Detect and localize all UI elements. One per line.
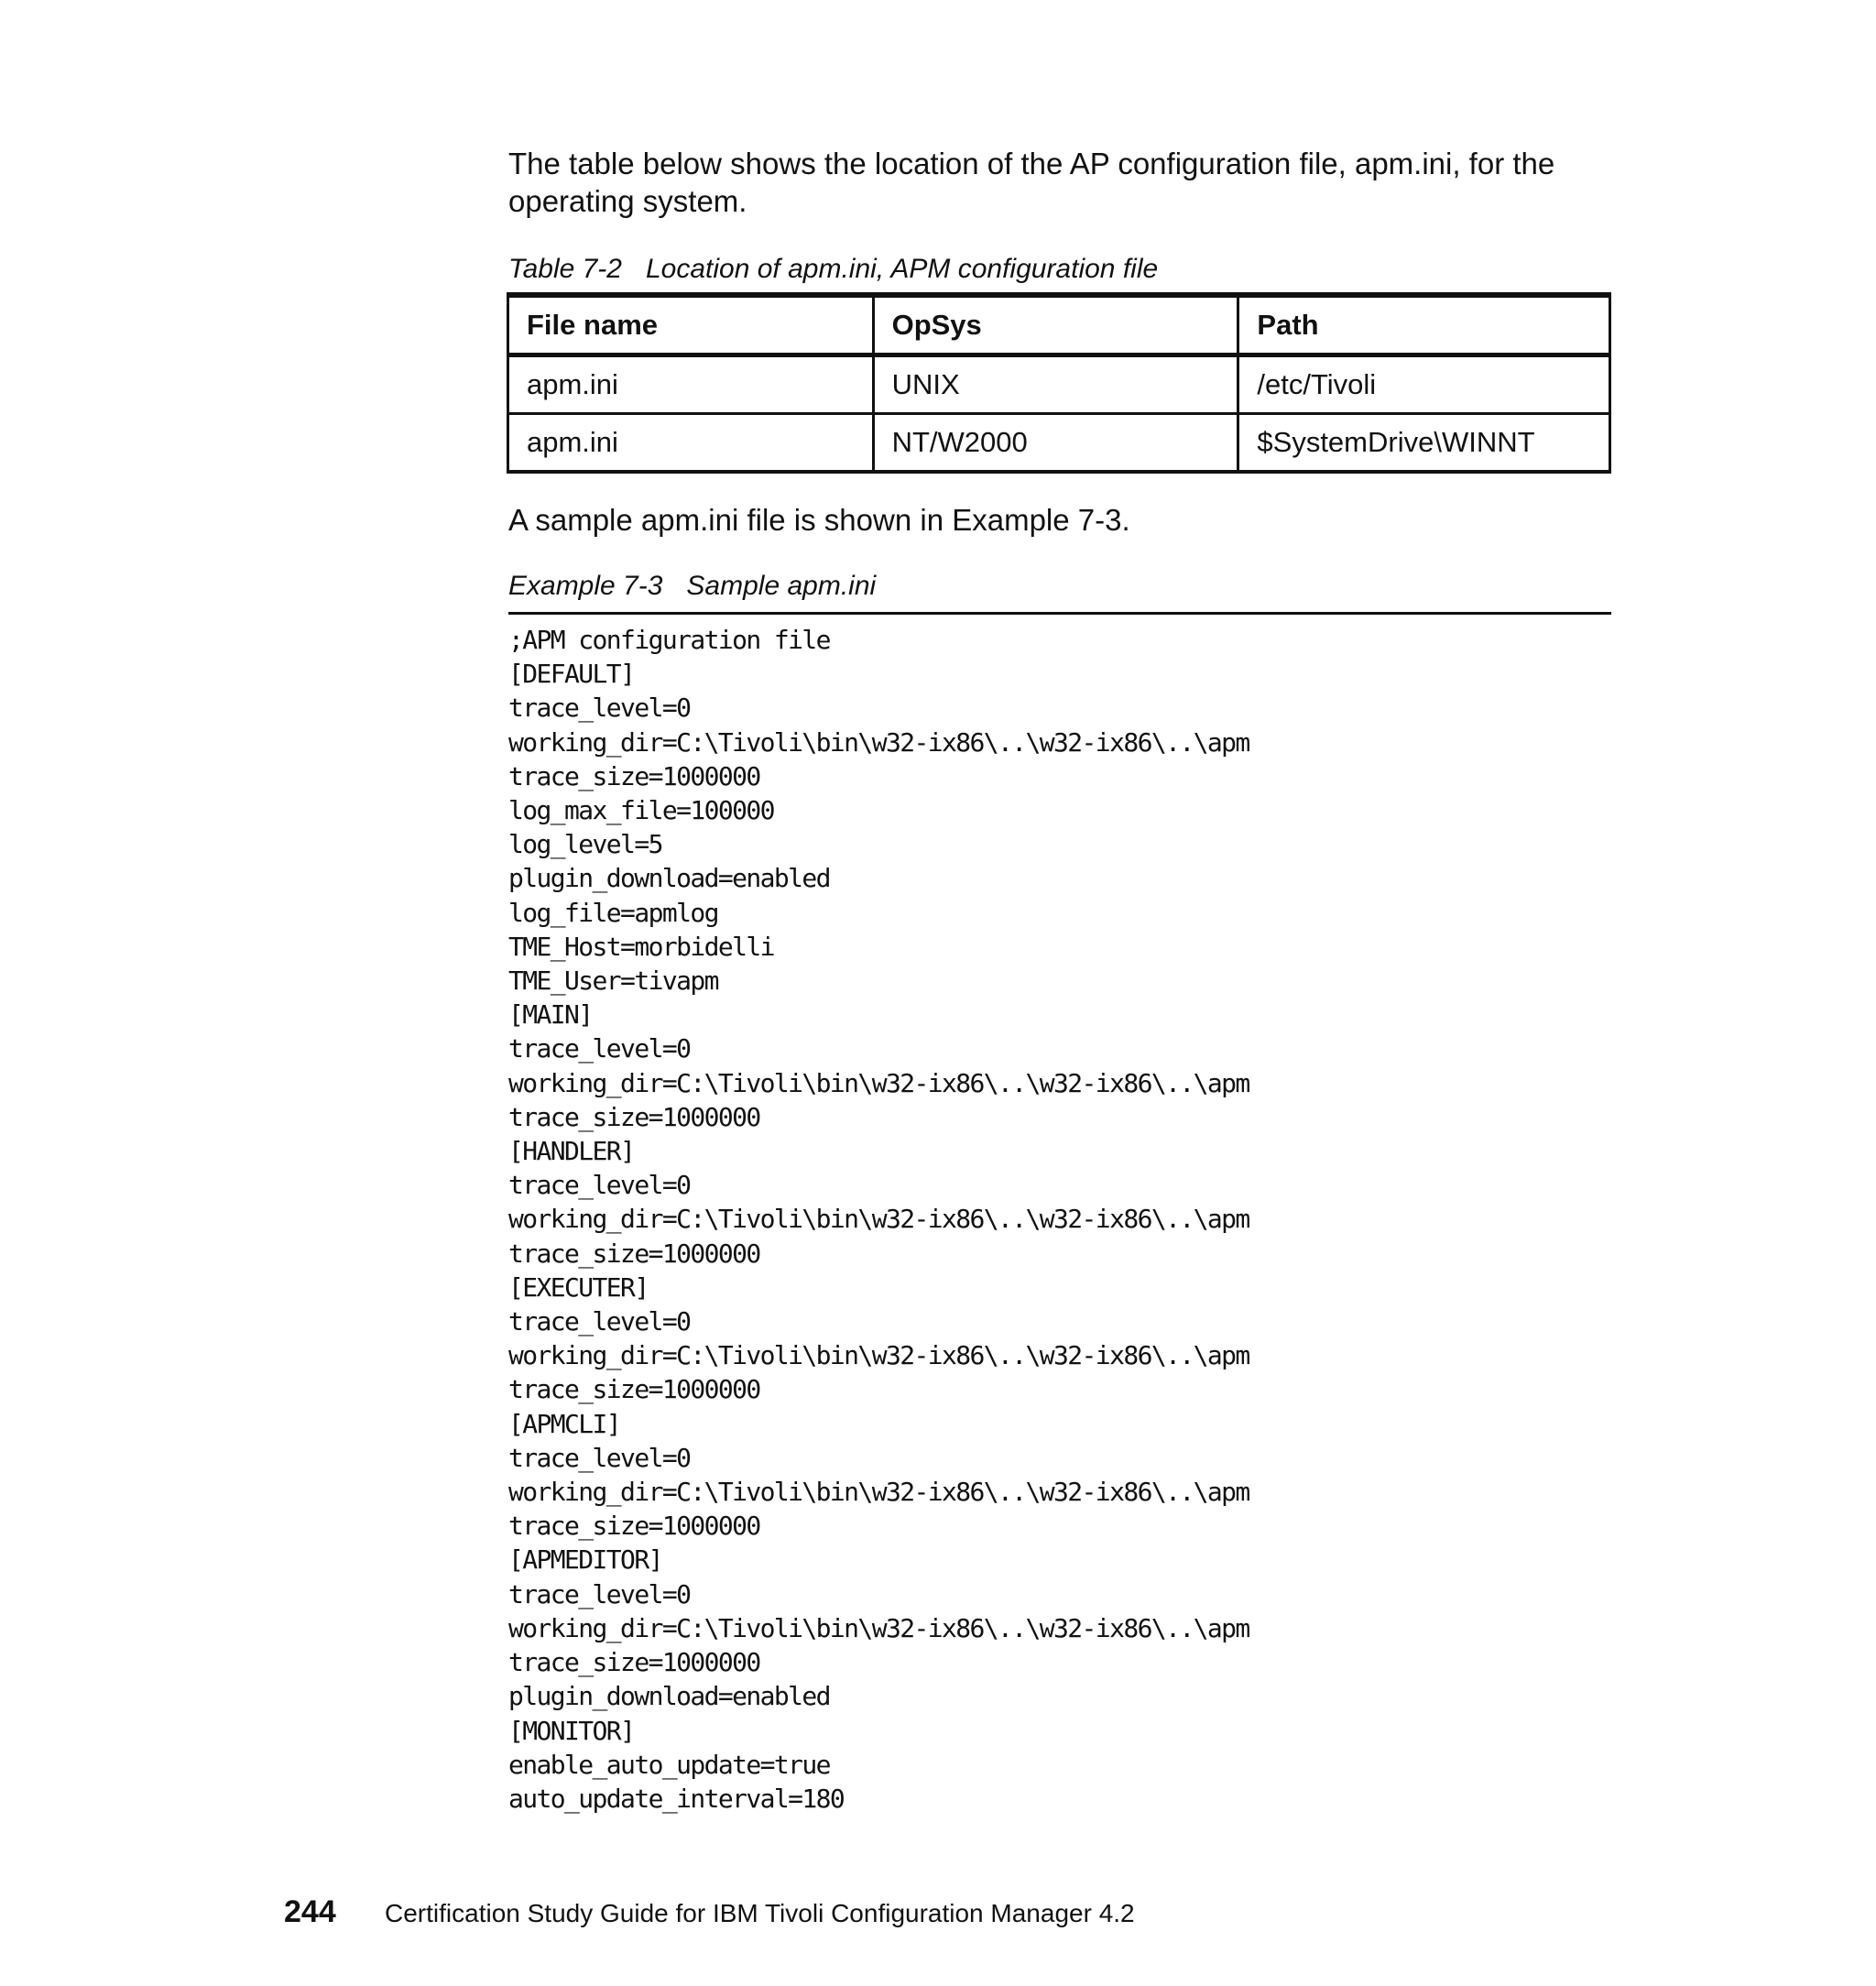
cell-file-name: apm.ini	[508, 355, 874, 414]
code-line: enable_auto_update=true	[508, 1749, 830, 1780]
example-divider	[508, 612, 1611, 615]
example-caption	[508, 570, 876, 603]
code-line: trace_level=0	[508, 1033, 691, 1064]
code-line: working_dir=C:\Tivoli\bin\w32-ix86\..\w32-ix86\..\apm	[508, 1067, 1249, 1098]
page-number: 244	[284, 1894, 336, 1929]
column-header-opsys: OpSys	[873, 295, 1238, 355]
code-line: [APMCLI]	[508, 1408, 621, 1439]
code-line: trace_size=1000000	[508, 1101, 760, 1132]
cell-path: /etc/Tivoli	[1238, 355, 1610, 414]
code-line: trace_size=1000000	[508, 1238, 760, 1269]
table-caption-title: Location of apm.ini, APM configuration file	[645, 254, 1159, 284]
example-caption-number: Example 7-3	[508, 571, 663, 601]
code-line: trace_level=0	[508, 1442, 691, 1473]
column-header-file-name: File name	[508, 295, 874, 355]
code-line: trace_size=1000000	[508, 1511, 760, 1542]
cell-opsys: UNIX	[873, 355, 1238, 414]
code-line: [EXECUTER]	[508, 1271, 649, 1303]
code-line: trace_level=0	[508, 693, 691, 724]
code-block	[508, 623, 1249, 1816]
code-line: working_dir=C:\Tivoli\bin\w32-ix86\..\w32-ix86\..\apm	[508, 1204, 1249, 1235]
page-footer	[284, 1894, 1135, 1930]
code-line: working_dir=C:\Tivoli\bin\w32-ix86\..\w32-ix86\..\apm	[508, 1612, 1249, 1643]
code-line: working_dir=C:\Tivoli\bin\w32-ix86\..\w32-ix86\..\apm	[508, 1340, 1249, 1371]
code-line: TME_User=tivapm	[508, 966, 718, 997]
table-header-row	[508, 295, 1610, 355]
location-table	[507, 292, 1611, 474]
code-line: [MAIN]	[508, 999, 593, 1031]
table-caption-number: Table 7-2	[508, 254, 622, 284]
cell-opsys: NT/W2000	[873, 414, 1238, 473]
cell-file-name: apm.ini	[508, 414, 874, 473]
code-line: plugin_download=enabled	[508, 1681, 830, 1712]
book-title: Certification Study Guide for IBM Tivoli Configuration Manager 4.2	[385, 1899, 1135, 1927]
example-caption-title: Sample apm.ini	[686, 571, 877, 601]
code-line: TME_Host=morbidelli	[508, 931, 774, 962]
code-line: [HANDLER]	[508, 1136, 635, 1167]
code-line: [DEFAULT]	[508, 659, 635, 690]
code-line: plugin_download=enabled	[508, 863, 830, 894]
cell-path: $SystemDrive\WINNT	[1238, 414, 1610, 473]
code-line: working_dir=C:\Tivoli\bin\w32-ix86\..\w32-ix86\..\apm	[508, 726, 1249, 758]
code-line: log_level=5	[508, 829, 662, 860]
table-row	[508, 355, 1610, 414]
intro-paragraph: The table below shows the location of the AP configuration file, apm.ini, for the operating system.	[508, 147, 1555, 218]
code-line: log_max_file=100000	[508, 795, 774, 826]
column-header-path: Path	[1238, 295, 1610, 355]
code-line: [MONITOR]	[508, 1715, 635, 1746]
code-line: trace_size=1000000	[508, 1647, 760, 1678]
code-line: working_dir=C:\Tivoli\bin\w32-ix86\..\w32-ix86\..\apm	[508, 1477, 1249, 1508]
table-caption	[508, 253, 1158, 286]
code-line: auto_update_interval=180	[508, 1783, 845, 1814]
code-line: trace_size=1000000	[508, 1374, 760, 1405]
code-line: [APMEDITOR]	[508, 1544, 662, 1576]
code-line: log_file=apmlog	[508, 897, 718, 928]
code-line: trace_level=0	[508, 1578, 691, 1610]
sample-paragraph: A sample apm.ini file is shown in Example 7-3.	[508, 503, 1130, 537]
code-line: trace_level=0	[508, 1306, 691, 1337]
code-line: trace_level=0	[508, 1170, 691, 1201]
table-row	[508, 414, 1610, 473]
code-line: ;APM configuration file	[508, 625, 830, 655]
code-line: trace_size=1000000	[508, 760, 760, 791]
